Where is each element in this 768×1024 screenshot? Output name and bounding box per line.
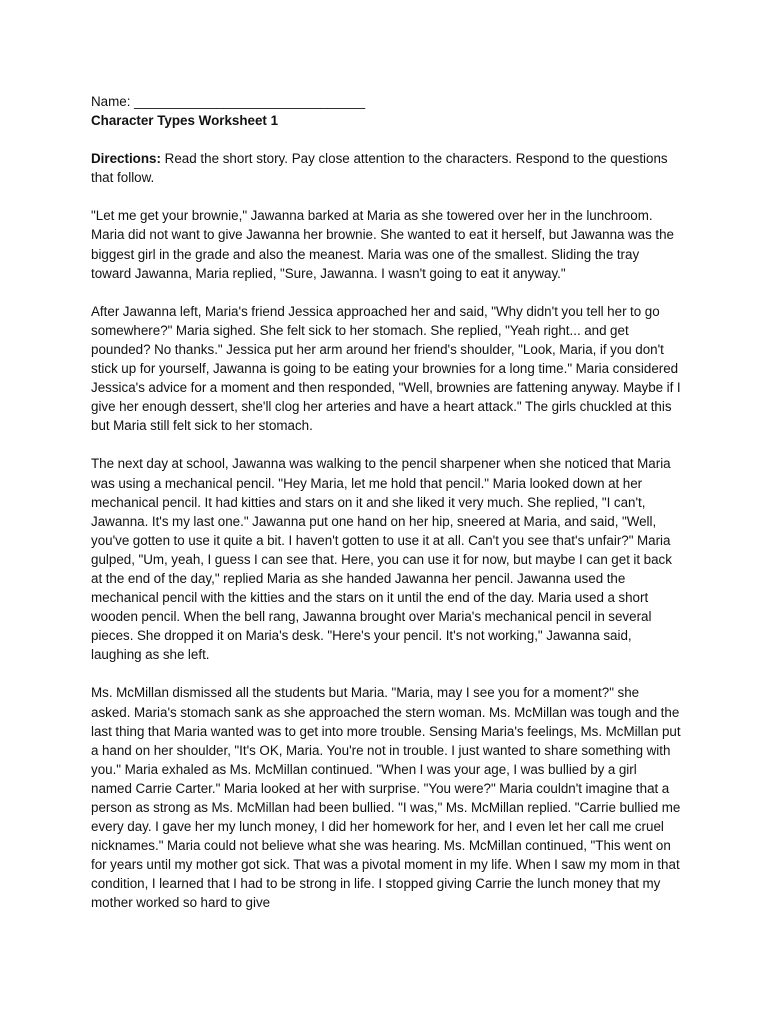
story-paragraph-4: Ms. McMillan dismissed all the students but Maria. "Maria, may I see you for a moment?" she asked. Maria's stomach sank as she approached the stern woman. Ms. McMillan was tough and the last thing that Maria wanted was to get into more trouble. Sensing Maria's feelings, Ms. McMillan put a hand on her shoulder, "It's OK, Maria. You're not in trouble. I just wanted to share something with you." Maria exhaled as Ms. McMillan continued. "When I was your age, I was bullied by a girl named Carrie Carter." Maria looked at her with surprise. "You were?" Maria couldn't imagine that a person as strong as Ms. McMillan had been bullied. "I was," Ms. McMillan replied. "Carrie bullied me every day. I gave her my lunch money, I did her homework for her, and I even let her call me cruel nicknames." Maria could not believe what she was hearing. Ms. McMillan continued, "This went on for years until my mother got sick. That was a pivotal moment in my life. When I saw my mom in that condition, I learned that I had to be strong in life. I stopped giving Carrie the lunch money that my mother worked so hard to give — [91, 685, 681, 911]
directions-text: Read the short story. Pay close attention to the characters. Respond to the questions that follow. — [91, 151, 668, 186]
story-paragraph-2: After Jawanna left, Maria's friend Jessica approached her and said, "Why didn't you tell her to go somewhere?" Maria sighed. She felt sick to her stomach. She replied, "Yeah right... and get pounded? No thanks." Jessica put her arm around her friend's shoulder, "Look, Maria, if you don't stick up for yourself, Jawanna is going to be eating your brownies for a long time." Maria considered Jessica's advice for a moment and then responded, "Well, brownies are fattening anyway. Maybe if I give her enough dessert, she'll clog her arteries and have a heart attack." The girls chuckled at this but Maria still felt sick to her stomach. — [91, 303, 681, 434]
worksheet-page — [91, 92, 681, 913]
story-paragraph-3: The next day at school, Jawanna was walking to the pencil sharpener when she noticed that Maria was using a mechanical pencil. "Hey Maria, let me hold that pencil." Maria looked down at her mechanical pencil. It had kitties and stars on it and she liked it very much. She replied, "I can't, Jawanna. It's my last one." Jawanna put one hand on her hip, sneered at Maria, and said, "Well, you've gotten to use it quite a bit. I haven't gotten to use it at all. Can't you see that's unfair?" Maria gulped, "Um, yeah, I guess I can see that. Here, you can use it for now, but maybe I can get it back at the end of the day," replied Maria as she handed Jawanna her pencil. Jawanna used the mechanical pencil with the kitties and the stars on it until the end of the day. Maria used a short wooden pencil. When the bell rang, Jawanna brought over Maria's mechanical pencil in several pieces. She dropped it on Maria's desk. "Here's your pencil. It's not working," Jawanna said, laughing as she left. — [91, 456, 672, 663]
directions-label: Directions: — [91, 151, 161, 167]
name-field-line: Name: _______________________________ — [91, 94, 366, 109]
story-paragraph-1: "Let me get your brownie," Jawanna barked at Maria as she towered over her in the lunchroom. Maria did not want to give Jawanna her brownie. She wanted to eat it herself, but Jawanna was the biggest girl in the grade and also the meanest. Maria was one of the smallest. Sliding the tray toward Jawanna, Maria replied, "Sure, Jawanna. I wasn't going to eat it anyway." — [91, 208, 674, 281]
directions — [91, 149, 681, 187]
worksheet-title: Character Types Worksheet 1 — [91, 113, 279, 129]
